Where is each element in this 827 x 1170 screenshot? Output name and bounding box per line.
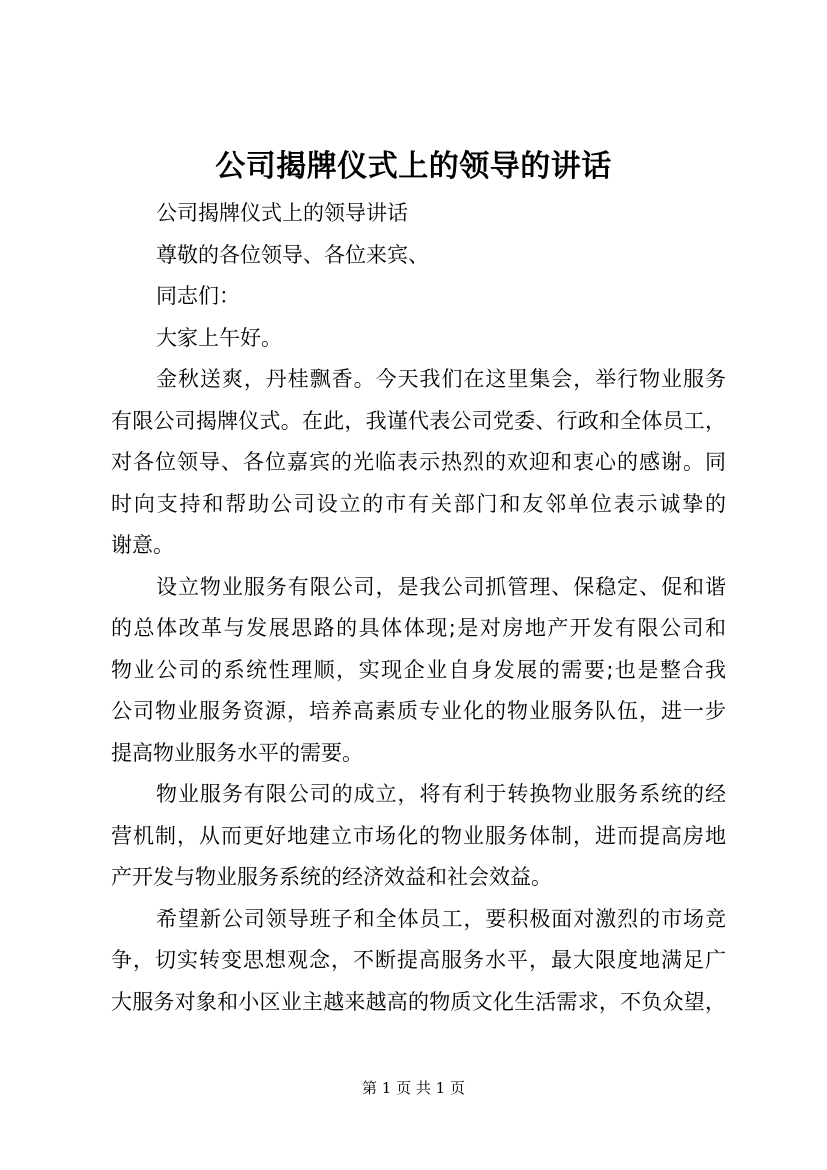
body-line: 金秋送爽，丹桂飘香。今天我们在这里集会，举行物业服务 (156, 367, 726, 391)
body-line: 的总体改革与发展思路的具体体现;是对房地产开发有限公司和 (111, 616, 726, 640)
body-line: 大家上午好。 (156, 325, 282, 350)
body-line: 时向支持和帮助公司设立的市有关部门和友邻单位表示诚挚的 (111, 491, 726, 516)
page-footer: 第 1 页 共 1 页 (362, 1079, 465, 1097)
document-body (111, 193, 726, 1023)
body-line: 物业公司的系统性理顺，实现企业自身发展的需要;也是整合我 (111, 657, 726, 682)
body-line: 希望新公司领导班子和全体员工，要积极面对激烈的市场竞 (156, 906, 726, 931)
body-line: 对各位领导、各位嘉宾的光临表示热烈的欢迎和衷心的感谢。同 (111, 450, 726, 474)
body-line: 同志们： (156, 284, 240, 308)
body-line: 提高物业服务水平的需要。 (111, 740, 363, 765)
body-line: 营机制，从而更好地建立市场化的物业服务体制，进而提高房地 (111, 823, 726, 848)
document-title: 公司揭牌仪式上的领导的讲话 (215, 149, 612, 184)
body-line: 公司揭牌仪式上的领导讲话 (156, 201, 408, 225)
body-line: 大服务对象和小区业主越来越高的物质文化生活需求，不负众望， (111, 989, 726, 1014)
body-line: 有限公司揭牌仪式。在此，我谨代表公司党委、行政和全体员工， (111, 408, 726, 433)
body-line: 公司物业服务资源，培养高素质专业化的物业服务队伍，进一步 (111, 699, 726, 723)
body-line: 争，切实转变思想观念，不断提高服务水平，最大限度地满足广 (111, 948, 726, 972)
body-line: 谢意。 (111, 533, 174, 557)
body-line: 尊敬的各位领导、各位来宾、 (156, 242, 429, 267)
body-line: 产开发与物业服务系统的经济效益和社会效益。 (111, 865, 552, 889)
body-line: 设立物业服务有限公司，是我公司抓管理、保稳定、促和谐 (156, 574, 726, 599)
body-line: 物业服务有限公司的成立，将有利于转换物业服务系统的经 (156, 782, 726, 806)
